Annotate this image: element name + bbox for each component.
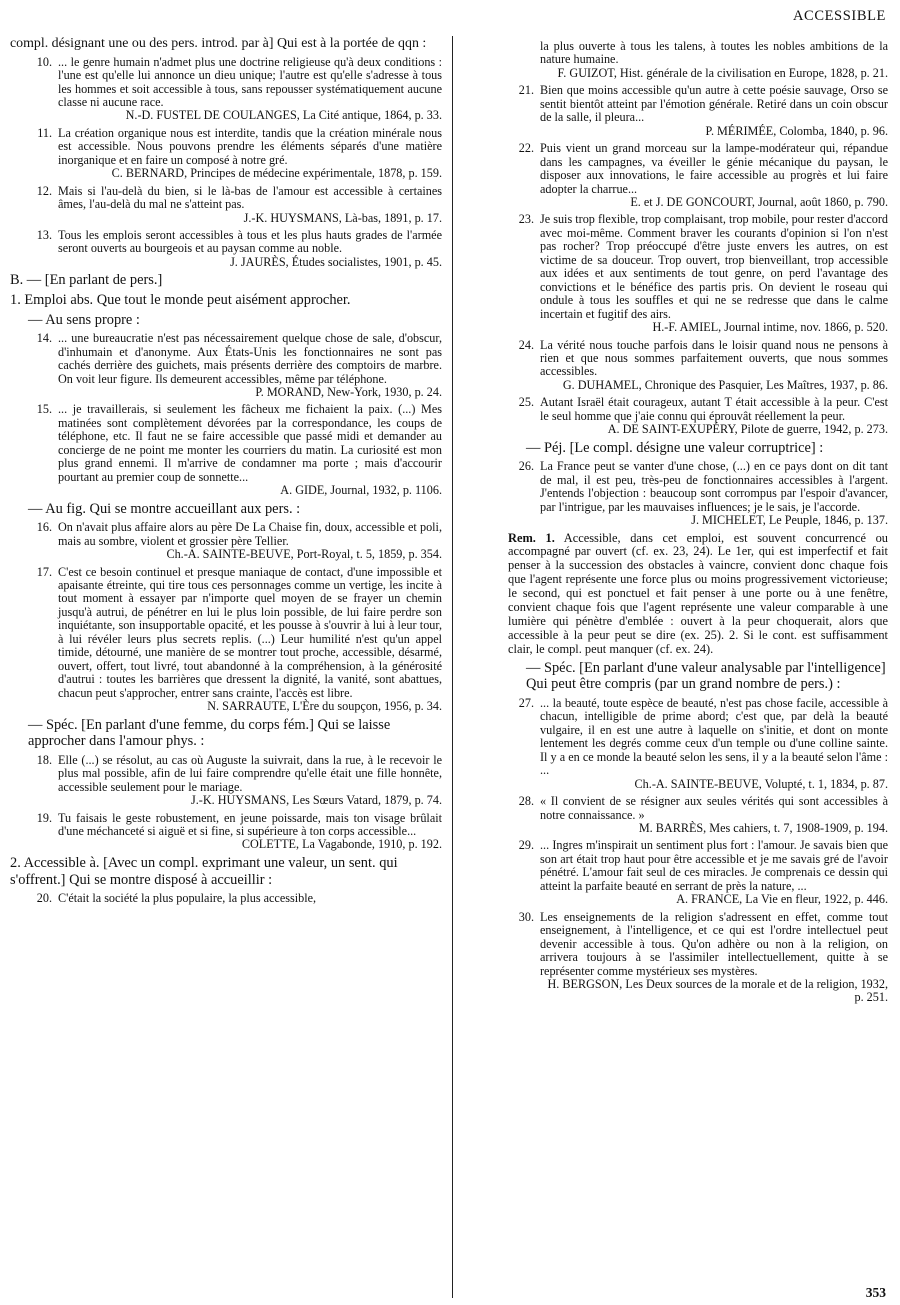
example-number: 28.	[518, 794, 534, 809]
intro-text: compl. désignant une ou des pers. introd. par à] Qui est à la portée de qqn :	[10, 36, 427, 51]
example-source: J.-K. HUYSMANS, Les Sœurs Vatard, 1879, p. 74.	[191, 793, 442, 808]
example-source: A. GIDE, Journal, 1932, p. 1106.	[280, 483, 442, 498]
example-source: J. MICHELET, Le Peuple, 1846, p. 137.	[691, 513, 888, 528]
example-number: 12.	[36, 183, 52, 198]
section-heading-sens-propre: — Au sens propre :	[28, 311, 140, 328]
example-number: 27.	[518, 695, 534, 710]
example-source: P. MÉRIMÉE, Colomba, 1840, p. 96.	[705, 123, 888, 138]
example-number: 11.	[37, 125, 52, 140]
example-text: Bien que moins accessible qu'un autre à cette poésie sauvage, Orso se sentit bientôt atteint par l'émotion générale. Retiré dans un coin obscur de la salle, il pleura...	[540, 83, 888, 125]
example-12	[10, 185, 442, 225]
example-text: la plus ouverte à tous les talens, à toutes les nobles ambitions de la nature humaine.	[540, 39, 888, 67]
left-column	[10, 36, 442, 906]
example-16	[10, 521, 442, 561]
example-29	[508, 839, 888, 906]
example-text: Elle (...) se résolut, au cas où Auguste la suivrait, dans la rue, à le recevoir le plus mal possible, afin de lui faire comprendre qu'elle était une fille honnête, accessible seulement pour le mariage.	[58, 752, 442, 794]
example-text: ... Ingres m'inspirait un sentiment plus fort : l'amour. Je savais bien que son art était trop haut pour être accessible et je me savais gré de l'avoir pénétré. L'amour fait seul de ces miracles. Je comprenais ce dessin qui atteint la parfaite beauté en serrant de près la nature, ...	[540, 838, 888, 893]
example-text: On n'avait plus affaire alors au père De La Chaise fin, doux, accessible et poli, mais au sombre, violent et grossier père Tellier.	[58, 520, 442, 548]
section-heading-au-fig: — Au fig. Qui se montre accueillant aux pers. :	[28, 500, 301, 517]
section-heading-emploi-abs: 1. Emploi abs. Que tout le monde peut aisément approcher.	[10, 291, 351, 308]
example-15	[10, 403, 442, 497]
example-source: N.-D. FUSTEL DE COULANGES, La Cité antique, 1864, p. 33.	[125, 108, 442, 123]
remark-label: Rem. 1.	[508, 530, 555, 545]
example-30	[508, 911, 888, 1005]
section-heading-spec-femme: — Spéc. [En parlant d'une femme, du corps fém.] Qui se laisse approcher dans l'amour phys. :	[28, 716, 391, 750]
example-text: La création organique nous est interdite, tandis que la création minérale nous est accessible. Nous pouvons prendre les éléments séparés d'une matière inorganique et en faire un composé à notre gré.	[58, 125, 442, 167]
section-heading-pej: — Péj. [Le compl. désigne une valeur corruptrice] :	[526, 439, 824, 456]
example-28	[508, 795, 888, 835]
example-18	[10, 754, 442, 808]
example-source: J. JAURÈS, Études socialistes, 1901, p. 45.	[230, 254, 442, 269]
example-source: F. GUIZOT, Hist. générale de la civilisation en Europe, 1828, p. 21.	[557, 65, 888, 80]
example-17	[10, 566, 442, 714]
example-source: N. SARRAUTE, L'Ère du soupçon, 1956, p. 34.	[207, 699, 442, 714]
example-number: 29.	[518, 838, 534, 853]
example-source: C. BERNARD, Principes de médecine expérimentale, 1878, p. 159.	[111, 166, 442, 181]
example-text: Tu faisais le geste robustement, en jeune poissarde, mais ton visage brûlait d'une méchanceté si aiguë et si fine, si supérieure à ton corps accessible...	[58, 810, 442, 838]
example-text: Autant Israël était courageux, autant T était accessible à la peur. C'est le seul homme que j'aie connu qui éprouvât réellement la peur.	[540, 395, 888, 423]
example-24	[508, 339, 888, 393]
example-number: 20.	[36, 891, 52, 906]
remark-paragraph	[508, 532, 888, 657]
example-13	[10, 229, 442, 269]
page-number: 353	[865, 1285, 886, 1300]
example-text: Tous les emplois seront accessibles à tous et les plus hauts grades de l'armée seront ouverts au bourgeois et au paysan comme au noble.	[58, 228, 442, 256]
example-source: H. BERGSON, Les Deux sources de la morale et de la religion, 1932, p. 251.	[547, 976, 888, 1005]
section-heading-accessible-a: 2. Accessible à. [Avec un compl. exprimant une valeur, un sent. qui s'offrent.] Qui se montre disposé à accueillir :	[10, 854, 398, 888]
column-divider	[452, 36, 453, 1298]
example-10	[10, 56, 442, 123]
example-source: E. et J. DE GONCOURT, Journal, août 1860, p. 790.	[630, 194, 888, 209]
example-14	[10, 332, 442, 399]
example-25	[508, 396, 888, 436]
example-27	[508, 697, 888, 791]
example-number: 26.	[518, 459, 534, 474]
example-source: M. BARRÈS, Mes cahiers, t. 7, 1908-1909, p. 194.	[638, 820, 888, 835]
section-heading-spec-intelligence: — Spéc. [En parlant d'une valeur analysable par l'intelligence] Qui peut être compris (par un grand nombre de pers.) :	[526, 659, 886, 693]
example-23	[508, 213, 888, 334]
example-26	[508, 460, 888, 527]
example-text: C'est ce besoin continuel et presque maniaque de contact, d'une impossible et apaisante étreinte, qui tire tous ces personnages comme un vertige, les incite à tout moment à essayer par n'importe quel moyen de se frayer un chemin jusqu'à autrui, de pénétrer en lui le plus loin possible, de lui faire perdre son inquiétante, son insupportable opacité, et les pousse à s'ouvrir à lui à leur tour, à lui révéler leurs plus secrets replis. (...) Leur humilité n'est qu'un appel timide, détourné, une manière de se montrer tout proche, accessible, désarmé, ouvert, offert, tout livré, tout abandonné à la compréhension, à la générosité d'autrui : toutes les barrières que dressent la dignité, la vanité, sont abattues, chacun peut s'approcher, entrer sans crainte, l'accès est libre.	[58, 564, 442, 700]
example-number: 10.	[36, 54, 52, 69]
example-source: H.-F. AMIEL, Journal intime, nov. 1866, p. 520.	[652, 320, 888, 335]
example-text: ... une bureaucratie n'est pas nécessairement quelque chose de sale, d'obscur, d'inhumain et d'anonyme. Aux États-Unis les fonctionnaires ne sont pas cachés derrière des guichets, mais présents derrière des comptoirs de marbre. On voit leur figure. Ils demeurent accessibles, même par téléphone.	[58, 331, 442, 386]
example-11	[10, 127, 442, 181]
example-text: ... le genre humain n'admet plus une doctrine religieuse qu'à deux conditions : l'une est qu'elle lui annonce un dieu unique; l'autre est qu'elle s'adresse à tous les hommes et soit accessible à tous, sans repousser systématiquement aucune classe ni aucune race.	[58, 54, 442, 109]
section-heading-b: B. — [En parlant de pers.]	[10, 272, 163, 289]
example-number: 19.	[36, 810, 52, 825]
right-column	[508, 36, 888, 1005]
example-number: 21.	[518, 83, 534, 98]
example-text: Puis vient un grand morceau sur la lampe-modérateur qui, répandue dans les campagnes, va éveiller le génie mécanique du paysan, le disposer aux innovations, le faire accessible au progrès et lui faire adopter la charrue...	[540, 141, 888, 196]
example-source: COLETTE, La Vagabonde, 1910, p. 192.	[241, 837, 442, 852]
example-number: 24.	[518, 337, 534, 352]
example-text: ... je travaillerais, si seulement les fâcheux me fichaient la paix. (...) Mes matinées sont complètement dévorées par la correspondance, les coups de téléphone, etc. Il faut ne se faire accessible que passé midi et demander au concierge de ne point me monter les courriers du matin. La curiosité est mon plus grand ennemi. Il m'arrive de condamner ma porte ; mais d'accourir pourtant au premier coup de sonnette...	[58, 402, 442, 484]
example-number: 16.	[36, 520, 52, 535]
example-text: Mais si l'au-delà du bien, si le là-bas de l'amour est accessible à certaines âmes, l'au-delà du mal ne s'atteint pas.	[58, 183, 442, 212]
example-source: A. FRANCE, La Vie en fleur, 1922, p. 446.	[676, 892, 888, 907]
example-source: G. DUHAMEL, Chronique des Pasquier, Les Maîtres, 1937, p. 86.	[562, 377, 888, 392]
example-number: 22.	[518, 141, 534, 156]
example-number: 23.	[518, 212, 534, 227]
example-number: 14.	[36, 331, 52, 346]
example-19	[10, 812, 442, 852]
example-22	[508, 142, 888, 209]
example-source: Ch.-A. SAINTE-BEUVE, Volupté, t. 1, 1834, p. 87.	[634, 776, 888, 791]
example-number: 17.	[36, 564, 52, 579]
example-text: Les enseignements de la religion s'adressent en effet, comme tout enseignement, à l'intelligence, et ce qui est l'ordre intellectuel peut devenir accessible à tous. Qu'on adhère ou non à la religion, on arrivera toujours à se l'assimiler intellectuellement, quitte à se représenter comme mystérieux ses mystères.	[540, 909, 888, 978]
example-number: 25.	[518, 395, 534, 410]
example-text: ... la beauté, toute espèce de beauté, n'est pas chose facile, accessible à chacun, intelligible de prime abord; c'est que, par delà la beauté vulgaire, il en est une autre à laquelle on s'initie, et dont on monte lentement les degrés comme ceux d'un temple ou d'une colline sainte. Il y a en ce monde la beauté selon les sens, il y a la beauté selon l'âme : ...	[540, 695, 888, 778]
example-text: La France peut se vanter d'une chose, (...) en ce pays dont on dit tant de mal, il est peu, très-peu de fonctionnaires accessibles à l'argent. J'entends l'objection : beaucoup sont corrompus par l'espoir d'avancer, par l'intrigue, par les mauvaises influences; je le sais, je l'accorde.	[540, 459, 888, 514]
example-21	[508, 84, 888, 138]
example-number: 15.	[36, 402, 52, 417]
example-text: Je suis trop flexible, trop complaisant, trop mobile, pour rester d'accord avec moi-même. Comment braver les courants d'opinion si l'on n'est pas rocher? Trop préoccupé d'être juste envers les autres, on est victime de sa douceur. Trop ouvert, trop bienveillant, trop accessible aux idées et aux sentiments de tout genre, on perd l'avantage des convictions et le bénéfice des partis pris. On devient le roseau qui ondule à tous les souffles et qui ne se redresse que dans le calme incertain et fugitif des airs.	[540, 212, 888, 321]
remark-text: Accessible, dans cet emploi, est souvent concurrencé ou accompagné par ouvert (cf. ex. 23, 24). Le 1er, qui est imperfectif et fait penser à la succession des obstacles à vaincre, convient donc chaque fois que l'agent représente une force plus ou moins progressivement victorieuse; le second, qui est ponctuel et fait penser à une porte ou à une fenêtre, convient chaque fois que l'agent représente une valeur comparable à une lumière qui pénètre d'emblée : ouvert à la peur choquerait, alors que accessible à la peur peut se dire (ex. 25). 2. Si le cont. est suffisamment clair, le compl. peut manquer (cf. ex. 24).	[508, 530, 888, 656]
example-text: C'était la société la plus populaire, la plus accessible,	[58, 891, 317, 906]
example-number: 30.	[518, 909, 534, 924]
example-source: J.-K. HUYSMANS, Là-bas, 1891, p. 17.	[243, 210, 442, 225]
example-source: A. DE SAINT-EXUPÉRY, Pilote de guerre, 1942, p. 273.	[607, 422, 888, 437]
example-text: « Il convient de se résigner aux seules vérités qui sont accessibles à notre connaissance. »	[540, 794, 888, 822]
page-header-title: ACCESSIBLE	[792, 8, 886, 24]
example-20	[10, 892, 442, 905]
example-number: 18.	[36, 752, 52, 767]
example-number: 13.	[36, 228, 52, 243]
example-text: La vérité nous touche parfois dans le loisir quand nous ne pensons à rien et que nous sommes parfaitement ouverts, que nous sommes accessibles.	[540, 337, 888, 379]
example-20-continued	[508, 40, 888, 80]
example-source: P. MORAND, New-York, 1930, p. 24.	[255, 384, 442, 399]
example-source: Ch.-A. SAINTE-BEUVE, Port-Royal, t. 5, 1859, p. 354.	[166, 547, 442, 562]
